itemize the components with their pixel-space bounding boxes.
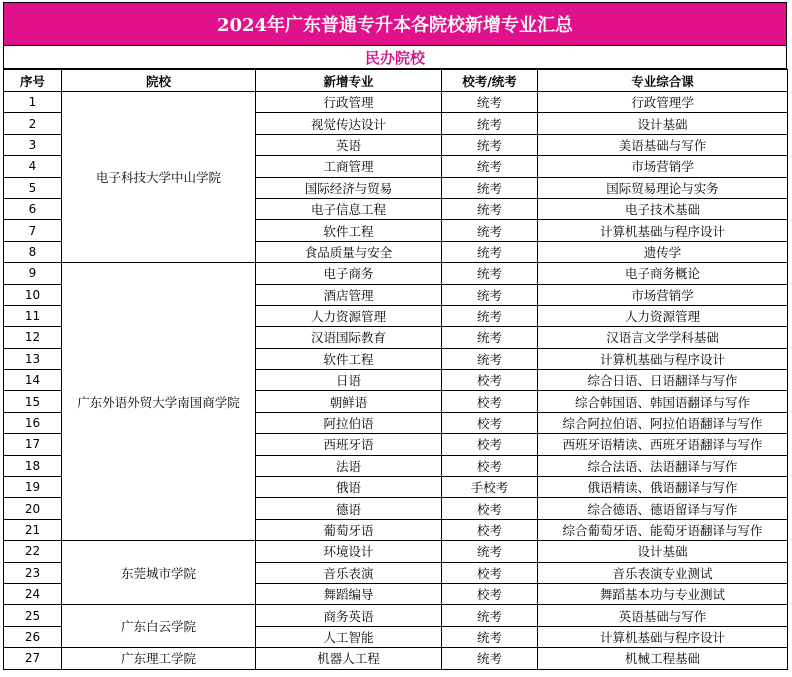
cell-major: 机器人工程 [256,648,442,669]
cell-course: 综合阿拉伯语、阿拉伯语翻译与写作 [538,412,788,433]
cell-no: 10 [4,284,62,305]
cell-exam: 校考 [442,498,538,519]
cell-exam: 校考 [442,519,538,540]
cell-no: 20 [4,498,62,519]
cell-school: 广东理工学院 [62,648,256,669]
cell-no: 27 [4,648,62,669]
table-row [4,648,788,669]
cell-no: 17 [4,434,62,455]
cell-course: 音乐表演专业测试 [538,562,788,583]
cell-major: 软件工程 [256,348,442,369]
cell-major: 行政管理 [256,92,442,113]
header-exam: 校考/统考 [442,70,538,92]
cell-no: 25 [4,605,62,626]
cell-exam: 统考 [442,198,538,219]
cell-major: 电子商务 [256,263,442,284]
cell-no: 7 [4,220,62,241]
cell-course: 英语基础与写作 [538,605,788,626]
cell-exam: 统考 [442,92,538,113]
cell-major: 西班牙语 [256,434,442,455]
cell-major: 人工智能 [256,626,442,647]
cell-no: 24 [4,583,62,604]
cell-no: 22 [4,541,62,562]
cell-major: 商务英语 [256,605,442,626]
cell-course: 美语基础与写作 [538,134,788,155]
cell-course: 人力资源管理 [538,305,788,326]
cell-major: 环境设计 [256,541,442,562]
cell-major: 法语 [256,455,442,476]
header-school: 院校 [62,70,256,92]
cell-school: 东莞城市学院 [62,541,256,605]
cell-exam: 统考 [442,626,538,647]
cell-course: 计算机基础与程序设计 [538,220,788,241]
header-major: 新增专业 [256,70,442,92]
cell-no: 14 [4,370,62,391]
header-row [4,70,788,92]
cell-course: 综合日语、日语翻译与写作 [538,370,788,391]
cell-no: 9 [4,263,62,284]
cell-exam: 统考 [442,348,538,369]
cell-course: 国际贸易理论与实务 [538,177,788,198]
cell-no: 16 [4,412,62,433]
cell-major: 电子信息工程 [256,198,442,219]
cell-course: 电子商务概论 [538,263,788,284]
cell-exam: 统考 [442,284,538,305]
cell-course: 综合葡萄牙语、能萄牙语翻译与写作 [538,519,788,540]
cell-no: 3 [4,134,62,155]
table-body [4,92,788,670]
cell-course: 综合韩国语、韩国语翻译与写作 [538,391,788,412]
header-course: 专业综合课 [538,70,788,92]
cell-exam: 统考 [442,305,538,326]
cell-course: 电子技术基础 [538,198,788,219]
cell-no: 12 [4,327,62,348]
cell-exam: 校考 [442,370,538,391]
cell-course: 遗传学 [538,241,788,262]
majors-table [3,69,788,670]
cell-exam: 统考 [442,263,538,284]
cell-course: 设计基础 [538,541,788,562]
cell-no: 2 [4,113,62,134]
cell-no: 19 [4,477,62,498]
cell-exam: 校考 [442,455,538,476]
cell-major: 国际经济与贸易 [256,177,442,198]
cell-exam: 统考 [442,327,538,348]
cell-major: 音乐表演 [256,562,442,583]
cell-course: 西班牙语精读、西班牙语翻译与写作 [538,434,788,455]
sheet-title: 2024年广东普通专升本各院校新增专业汇总 [3,2,787,46]
cell-course: 汉语言文学学科基础 [538,327,788,348]
cell-exam: 统考 [442,177,538,198]
cell-major: 阿拉伯语 [256,412,442,433]
cell-exam: 统考 [442,541,538,562]
cell-no: 6 [4,198,62,219]
cell-major: 工商管理 [256,156,442,177]
cell-major: 俄语 [256,477,442,498]
cell-school: 广东外语外贸大学南国商学院 [62,263,256,541]
cell-no: 21 [4,519,62,540]
cell-exam: 校考 [442,391,538,412]
spreadsheet [3,2,787,670]
cell-exam: 统考 [442,156,538,177]
cell-exam: 校考 [442,434,538,455]
cell-major: 葡萄牙语 [256,519,442,540]
cell-course: 市场营销学 [538,284,788,305]
table-row [4,92,788,113]
cell-exam: 统考 [442,134,538,155]
cell-major: 软件工程 [256,220,442,241]
cell-major: 德语 [256,498,442,519]
cell-major: 汉语国际教育 [256,327,442,348]
cell-no: 18 [4,455,62,476]
cell-no: 13 [4,348,62,369]
table-row [4,541,788,562]
cell-exam: 统考 [442,113,538,134]
cell-exam: 校考 [442,412,538,433]
cell-exam: 统考 [442,220,538,241]
table-row [4,263,788,284]
cell-no: 8 [4,241,62,262]
cell-no: 5 [4,177,62,198]
cell-major: 酒店管理 [256,284,442,305]
cell-no: 23 [4,562,62,583]
cell-course: 机械工程基础 [538,648,788,669]
cell-course: 市场营销学 [538,156,788,177]
cell-major: 日语 [256,370,442,391]
cell-major: 视觉传达设计 [256,113,442,134]
cell-major: 英语 [256,134,442,155]
header-no: 序号 [4,70,62,92]
cell-major: 舞蹈编导 [256,583,442,604]
cell-major: 人力资源管理 [256,305,442,326]
section-title: 民办院校 [3,46,787,69]
cell-course: 行政管理学 [538,92,788,113]
cell-exam: 统考 [442,648,538,669]
cell-course: 俄语精读、俄语翻译与写作 [538,477,788,498]
cell-no: 1 [4,92,62,113]
cell-exam: 统考 [442,605,538,626]
cell-exam: 手校考 [442,477,538,498]
cell-exam: 校考 [442,562,538,583]
cell-no: 4 [4,156,62,177]
cell-no: 15 [4,391,62,412]
cell-course: 计算机基础与程序设计 [538,348,788,369]
cell-exam: 统考 [442,241,538,262]
table-row [4,605,788,626]
cell-course: 舞蹈基本功与专业测试 [538,583,788,604]
cell-course: 综合德语、德语留译与写作 [538,498,788,519]
cell-major: 朝鲜语 [256,391,442,412]
cell-course: 计算机基础与程序设计 [538,626,788,647]
cell-school: 广东白云学院 [62,605,256,648]
cell-exam: 校考 [442,583,538,604]
cell-course: 设计基础 [538,113,788,134]
cell-course: 综合法语、法语翻译与写作 [538,455,788,476]
cell-no: 26 [4,626,62,647]
cell-school: 电子科技大学中山学院 [62,92,256,263]
cell-no: 11 [4,305,62,326]
cell-major: 食品质量与安全 [256,241,442,262]
